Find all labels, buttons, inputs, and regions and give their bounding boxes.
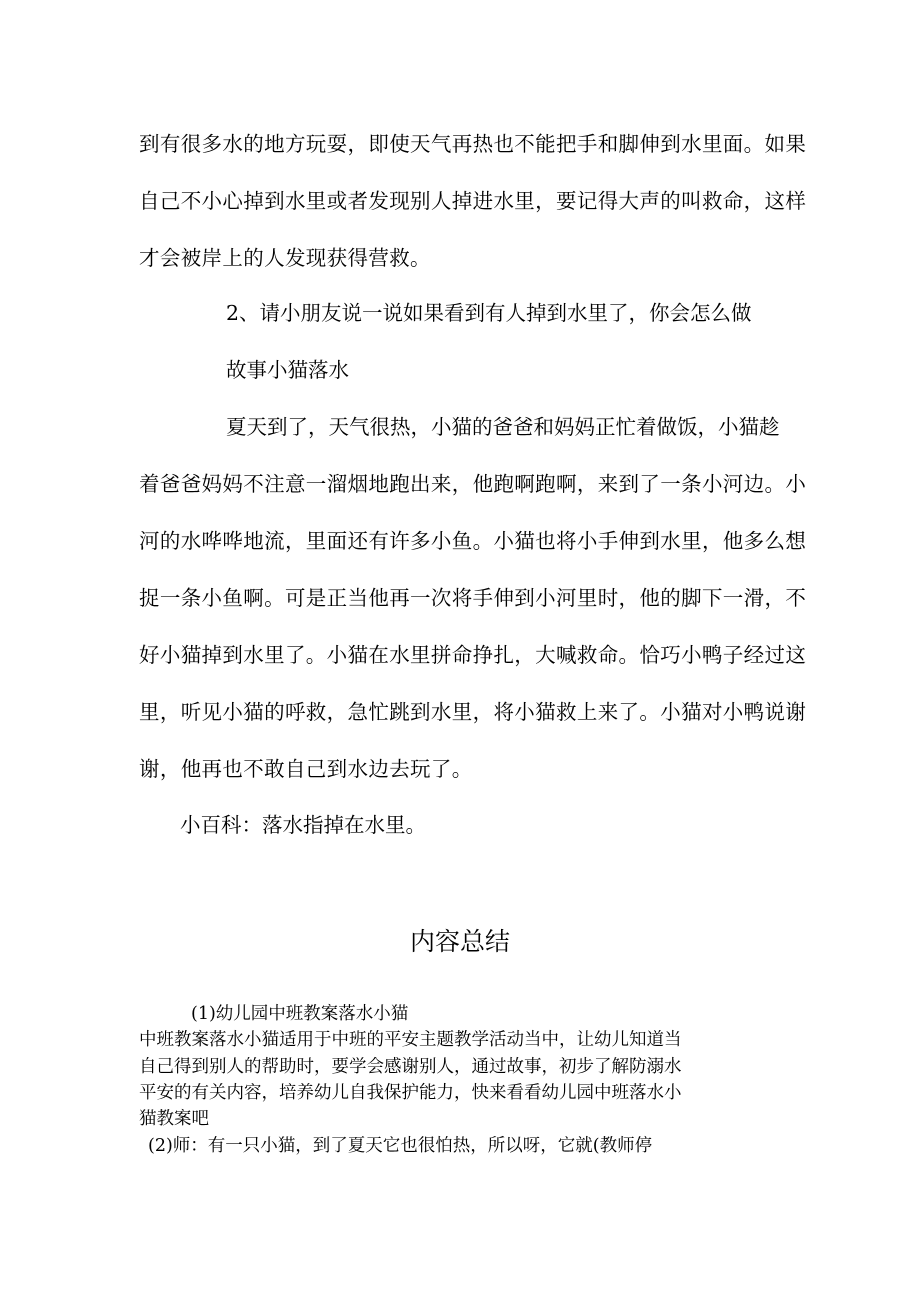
story-line: 河的水哗哗地流，里面还有许多小鱼。小猫也将小手伸到水里，他多么想	[139, 529, 807, 553]
story-line: 捉一条小鱼啊。可是正当他再一次将手伸到小河里时，他的脚下一滑，不	[139, 586, 807, 610]
question-line: 2、请小朋友说一说如果看到有人掉到水里了，你会怎么做	[226, 301, 752, 325]
summary-item-title: (2)师：有一只小猫，到了夏天它也很怕热，所以呀，它就(教师停	[148, 1136, 653, 1156]
story-title: 故事小猫落水	[226, 358, 349, 382]
story-line: 好小猫掉到水里了。小猫在水里拼命挣扎，大喊救命。恰巧小鸭子经过这	[139, 643, 807, 667]
summary-item-line: 中班教案落水小猫适用于中班的平安主题教学活动当中，让幼儿知道当	[139, 1030, 682, 1050]
story-line: 夏天到了，天气很热，小猫的爸爸和妈妈正忙着做饭，小猫趁	[226, 415, 780, 439]
paragraph-line: 才会被岸上的人发现获得营救。	[139, 246, 431, 270]
summary-item-line: 自己得到别人的帮助时，要学会感谢别人，通过故事，初步了解防溺水	[139, 1057, 682, 1077]
summary-heading: 内容总结	[409, 927, 510, 956]
paragraph-line: 到有很多水的地方玩耍，即使天气再热也不能把手和脚伸到水里面。如果	[139, 132, 807, 156]
encyclopedia-note: 小百科：落水指掉在水里。	[180, 813, 426, 837]
summary-item-title: (1)幼儿园中班教案落水小猫	[191, 1004, 409, 1024]
summary-item-line: 猫教案吧	[139, 1109, 209, 1129]
summary-item-line: 平安的有关内容，培养幼儿自我保护能力，快来看看幼儿园中班落水小	[139, 1083, 682, 1103]
story-line: 谢，他再也不敢自己到水边去玩了。	[139, 757, 473, 781]
story-line: 里，听见小猫的呼救，急忙跳到水里，将小猫救上来了。小猫对小鸭说谢	[139, 700, 807, 724]
story-line: 着爸爸妈妈不注意一溜烟地跑出来，他跑啊跑啊，来到了一条小河边。小	[139, 472, 807, 496]
paragraph-line: 自己不小心掉到水里或者发现别人掉进水里，要记得大声的叫救命，这样	[139, 189, 807, 213]
